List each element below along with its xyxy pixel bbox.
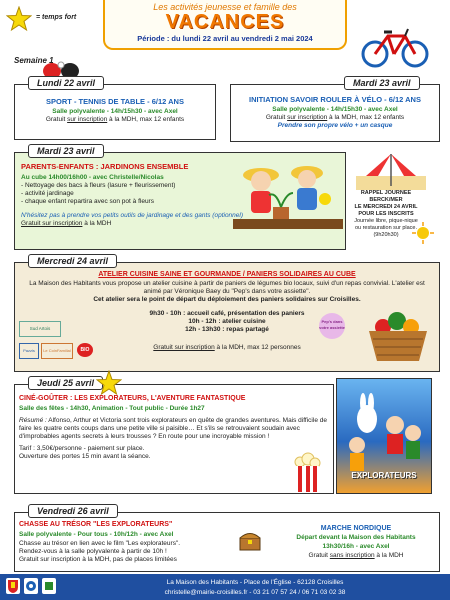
wednesday-24-schedule-item: 9h30 - 10h : accueil café, présentation des paniers [149,310,305,317]
star-icon [6,6,32,32]
monday-22-day: Lundi 22 avril [28,76,104,90]
friday-26-card [14,512,440,572]
popcorn-icon [292,452,322,492]
wednesday-24-title: ATELIER CUISINE SAINE ET GOURMANDE / PANIERS SOLIDAIRES AU CUBE [98,271,356,278]
monday-22-place: Salle polyvalente - 14h/15h30 - avec Axel [52,108,178,115]
sud-artois-logo: Sud Artois [19,321,61,337]
monday-22-registration-link[interactable]: sur inscription [67,116,108,123]
footer-contact[interactable]: christelle@mairie-croisilles.fr - 03 21 07 57 24 / 06 71 03 02 38 [164,589,346,596]
movie-poster [336,378,432,494]
period-text: Période : du lundi 22 avril au vendredi 2 mai 2024 [137,34,313,43]
tuesday-23-garden-place: Au cube 14h00/16h00 - avec Christelle/Nicolas [21,174,164,181]
tuesday-23-garden-title: PARENTS-ENFANTS : JARDINONS ENSEMBLE [21,162,189,171]
tuesday-23-bike-place: Salle polyvalente - 14h/15h30 - avec Axel [272,106,398,113]
vegetable-basket-illustration [365,307,431,363]
tuesday-23-garden-day: Mardi 23 avril [28,144,104,158]
monday-22-note: Gratuit sur inscription à la MDH, max 12 enfants [45,116,185,123]
friday-26-walk-note: Gratuit sans inscription à la MDH [308,552,404,559]
thursday-25-summary: Résumé : Alfonso, Arthur et Victoria sont trois explorateurs en quête de grandes aventures. Mais difficile de faire les quatre cents coups dans une petite ville si paisible… Et s'ils se retrouvaient soudain avec d'improbables agents secrets à leurs trousses ? En route pour une incroyable mission ! [19,417,327,440]
wednesday-24-card [14,262,440,372]
thursday-25-doors: Ouverture des portes 15 min avant la séance. [19,453,151,460]
footer [0,574,450,600]
poster-title: EXPLORATEURS [351,471,417,480]
tuesday-23-garden-card [14,152,346,250]
wednesday-24-note: Gratuit sur inscription à la MDH, max 12 personnes [153,344,301,351]
wednesday-24-day: Mercredi 24 avril [28,254,117,268]
friday-26-day: Vendredi 26 avril [28,504,118,518]
tuesday-23-bike-card [230,84,440,142]
wednesday-24-desc-strong: Cet atelier sera le point de départ du déploiement des paniers solidaires sur Croisilles. [93,296,361,303]
croisilles-crest-icon [6,578,20,594]
friday-26-walk-place: Départ devant la Maison des Habitants [296,534,416,541]
treasure-chest-icon [239,531,261,551]
bio-logo: BIO [77,343,93,357]
page-title: VACANCES [165,11,285,33]
wednesday-24-desc: La Maison des Habitants vous propose un atelier cuisine à partir de paniers de légumes bio locaux, suivi d'un repas convivial. L'atelier est animé par Véronique Baey du "Pep's dans votre assiette". [29,280,425,295]
thursday-25-price: Tarif : 3,50€/personne - paiement sur place. [19,445,145,452]
footer-address: La Maison des Habitants - Place de l'Église - 62128 Croisilles [166,579,344,586]
page-header [103,0,347,50]
wednesday-24-schedule-item: 10h - 12h : atelier cuisine [188,318,266,325]
legend-label: = temps fort [36,14,77,21]
coin-familial-logo: Le CoinFamilial [41,343,73,359]
tuesday-23-bike-note: Gratuit sur inscription à la MDH, max 12 enfants [265,114,405,121]
friday-26-walk-title: MARCHE NORDIQUE [320,525,392,532]
recall-berck: RAPPEL JOURNÉE BERCK/MER LE MERCREDI 24 AVRIL POUR LES INSCRITS Journée libre, pique-nique ou restauration sur place. (9h20h30) [354,190,418,238]
friday-26-walk-time: 13h30/16h - avec Axel [322,543,390,550]
week-label: Semaine 1 [14,56,54,65]
sun-icon [412,222,434,244]
tuesday-23-bike-extra: Prendre son propre vélo + un casque [277,122,393,129]
gardening-kids-illustration [233,159,343,229]
tuesday-23-garden-hint: N'hésitez pas à prendre vos petits outils de jardinage et des gants (optionnel) [21,212,244,219]
peps-logo: Pep's dans votre assiette [319,313,345,339]
pazzis-logo: Pazzis [19,343,39,359]
header-subtitle: Les activités jeunesse et famille des [153,2,297,12]
friday-26-walk-link[interactable]: sans inscription [329,552,375,559]
tuesday-23-garden-item: - Nettoyage des bacs à fleurs (lasure + fleurissement) [21,182,176,189]
friday-26-treasure-place: Salle polyvalente - Pour tous - 10h/12h - avec Axel [19,531,174,538]
tuesday-23-garden-registration-link[interactable]: Gratuit sur inscription [21,220,83,227]
thursday-25-day: Jeudi 25 avril [28,376,103,390]
tuesday-23-garden-item: - activité jardinage [21,190,74,197]
tuesday-23-bike-title: INITIATION SAVOIR ROULER À VÉLO - 6/12 ANS [249,95,421,104]
partner-logo-icon [42,578,56,594]
beach-illustration [356,150,426,190]
tuesday-23-bike-day: Mardi 23 avril [344,76,420,90]
tuesday-23-bike-registration-link[interactable]: sur inscription [287,114,328,121]
bicycle-icon [360,24,430,68]
caf-logo-icon [24,578,38,594]
thursday-25-place: Salle des fêtes - 14h30, Animation - Tout public - Durée 1h27 [19,405,205,412]
thursday-25-title: CINÉ-GOÛTER : LES EXPLORATEURS, L'AVENTURE FANTASTIQUE [19,395,246,402]
wednesday-24-schedule-item: 12h - 13h30 : repas partagé [185,326,269,333]
star-icon [96,370,122,396]
thursday-25-card [14,384,334,494]
friday-26-treasure-title: CHASSE AU TRÉSOR "LES EXPLORATEURS" [19,521,173,528]
tuesday-23-garden-item: - chaque enfant repartira avec son pot à fleurs [21,198,154,205]
wednesday-24-registration-link[interactable]: Gratuit sur inscription [153,344,215,351]
friday-26-treasure-line: Gratuit sur inscription à la MDH, pas de places limitées [19,556,177,563]
friday-26-treasure-line: Rendez-vous à la salle polyvalente à partir de 10h ! [19,548,167,555]
monday-22-card [14,84,216,140]
tuesday-23-garden-note: Gratuit sur inscription à la MDH [21,220,112,227]
friday-26-treasure-line: Chasse au trésor en lien avec le film "Les explorateurs". [19,540,181,547]
monday-22-title: SPORT - TENNIS DE TABLE - 6/12 ANS [46,97,184,106]
